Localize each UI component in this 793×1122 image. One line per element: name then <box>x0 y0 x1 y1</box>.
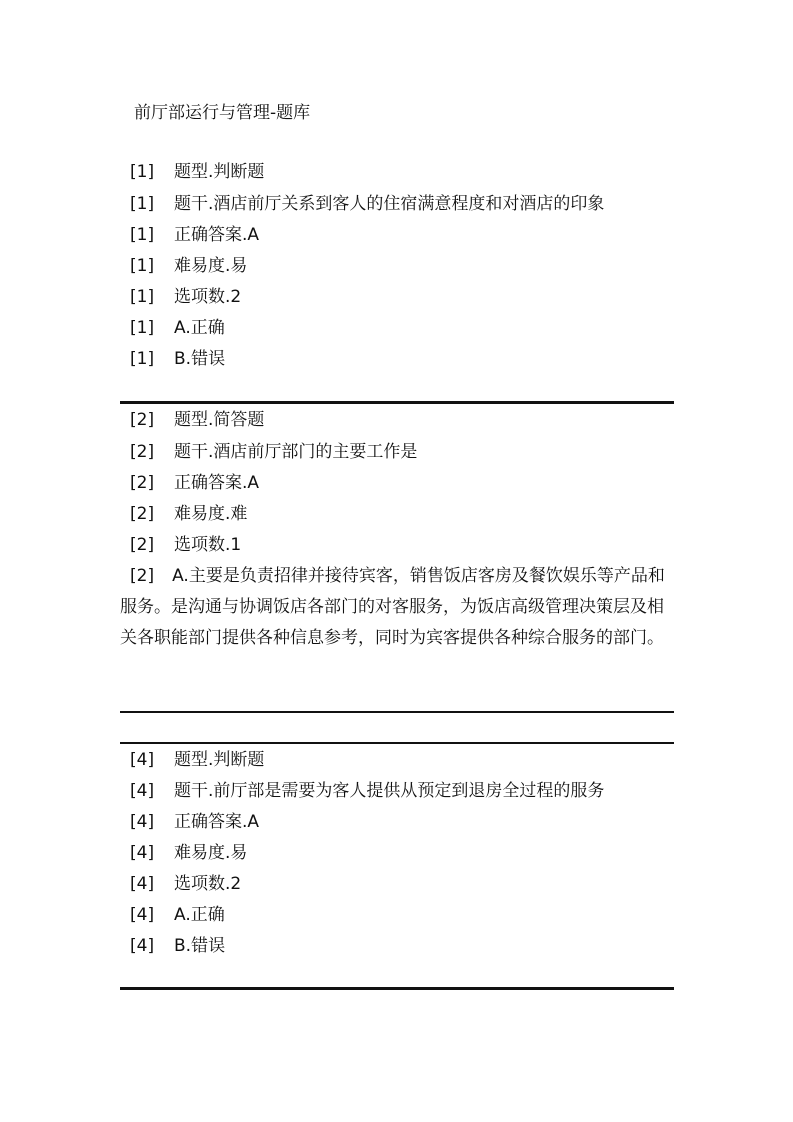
correct-answer: 正确答案.A <box>174 225 260 245</box>
option-a-text: A.主要是负责招律并接待宾客，销售饭店客房及餐饮娱乐等产品和服务。是沟通与协调饭店各部门的对客服务，为饭店高级管理决策层及相关各职能部门提供各种信息参考，同时为宾客提供各种综合服务的部门。 <box>120 566 665 648</box>
question-number: [1] <box>130 162 155 182</box>
question-stem: 题干.酒店前厅关系到客人的住宿满意程度和对酒店的印象 <box>174 194 605 214</box>
q2-option-a-paragraph <box>120 561 673 654</box>
correct-answer: 正确答案.A <box>174 473 260 493</box>
question-number: [1] <box>130 287 155 307</box>
difficulty: 难易度.难 <box>174 504 248 524</box>
divider <box>120 742 674 744</box>
question-number: [2] <box>130 535 155 555</box>
correct-answer: 正确答案.A <box>174 812 260 832</box>
question-type: 题型.简答题 <box>174 410 265 430</box>
question-number: [4] <box>130 874 155 894</box>
question-number: [4] <box>130 905 155 925</box>
question-number: [1] <box>130 349 155 369</box>
question-stem: 题干.前厅部是需要为客人提供从预定到退房全过程的服务 <box>174 781 605 801</box>
question-number: [1] <box>130 225 155 245</box>
option-b: B.错误 <box>174 349 226 369</box>
question-number: [1] <box>130 194 155 214</box>
question-number: [2] <box>130 504 155 524</box>
question-number: [4] <box>130 936 155 956</box>
question-number: [4] <box>130 750 155 770</box>
question-number: [1] <box>130 318 155 338</box>
divider <box>120 711 674 713</box>
question-stem: 题干.酒店前厅部门的主要工作是 <box>174 442 418 462</box>
document-title: 前厅部运行与管理-题库 <box>134 103 311 123</box>
difficulty: 难易度.易 <box>174 843 248 863</box>
question-type: 题型.判断题 <box>174 750 265 770</box>
question-number: [2] <box>130 442 155 462</box>
option-a: A.正确 <box>174 318 225 338</box>
option-count: 选项数.2 <box>174 874 242 894</box>
option-b: B.错误 <box>174 936 226 956</box>
question-number: [2] <box>130 410 155 430</box>
option-a: A.正确 <box>174 905 225 925</box>
divider <box>120 987 674 990</box>
question-number: [4] <box>130 812 155 832</box>
question-number: [2] <box>130 566 155 586</box>
option-count: 选项数.2 <box>174 287 242 307</box>
question-number: [2] <box>130 473 155 493</box>
divider <box>120 401 674 404</box>
question-type: 题型.判断题 <box>174 162 265 182</box>
option-count: 选项数.1 <box>174 535 242 555</box>
difficulty: 难易度.易 <box>174 256 248 276</box>
question-number: [4] <box>130 781 155 801</box>
question-number: [1] <box>130 256 155 276</box>
question-number: [4] <box>130 843 155 863</box>
